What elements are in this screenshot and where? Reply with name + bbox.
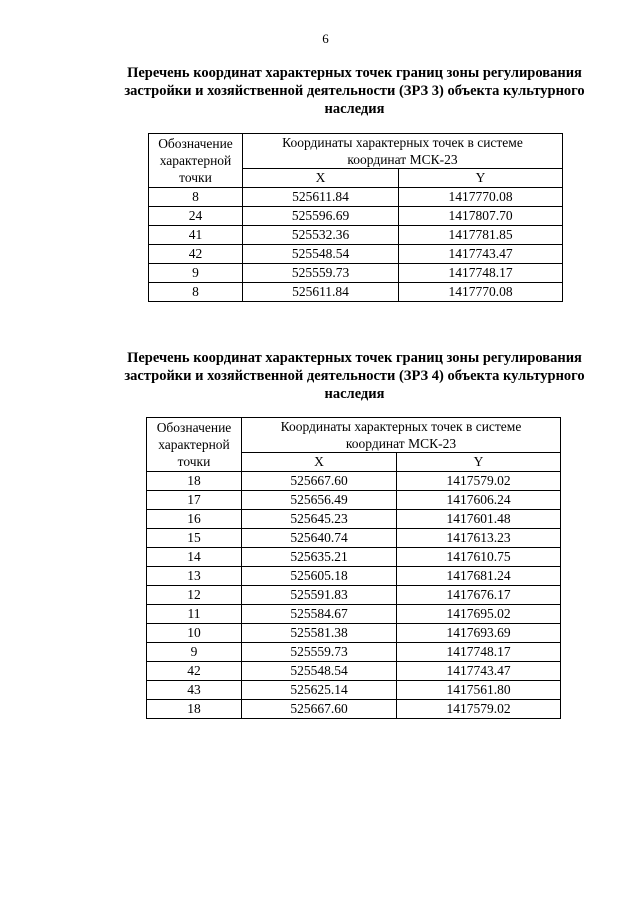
table-row [147,472,561,491]
point-cell: 15 [147,529,242,548]
point-cell: 43 [147,681,242,700]
table-row [147,586,561,605]
page-number: 6 [322,31,329,46]
header-x: X [242,453,397,472]
x-cell: 525611.84 [243,283,399,302]
table-row [147,548,561,567]
point-cell: 9 [147,643,242,662]
table-row [147,624,561,643]
point-cell: 17 [147,491,242,510]
header-point-name [147,418,242,472]
y-cell: 1417748.17 [399,264,563,283]
y-cell: 1417681.24 [397,567,561,586]
x-cell: 525559.73 [242,643,397,662]
header-text-line: точки [177,454,211,469]
point-cell: 8 [149,283,243,302]
header-text-line: Обозначение [158,136,233,151]
y-cell: 1417743.47 [397,662,561,681]
y-cell: 1417770.08 [399,188,563,207]
point-cell: 10 [147,624,242,643]
y-cell: 1417748.17 [397,643,561,662]
y-cell: 1417610.75 [397,548,561,567]
table-row [147,643,561,662]
x-cell: 525591.83 [242,586,397,605]
title-line: Перечень координат характерных точек границ зоны регулирования [127,350,582,366]
x-cell: 525625.14 [242,681,397,700]
y-cell: 1417606.24 [397,491,561,510]
header-x: X [243,169,399,188]
point-cell: 12 [147,586,242,605]
x-cell: 525611.84 [243,188,399,207]
title-line: застройки и хозяйственной деятельности (ЗРЗ 4) объекта культурного [124,368,585,384]
table-row [147,567,561,586]
y-cell: 1417561.80 [397,681,561,700]
point-cell: 41 [149,226,243,245]
x-cell: 525667.60 [242,472,397,491]
x-cell: 525548.54 [243,245,399,264]
x-cell: 525596.69 [243,207,399,226]
x-cell: 525581.38 [242,624,397,643]
header-coordinates [243,134,563,169]
x-cell: 525548.54 [242,662,397,681]
x-cell: 525645.23 [242,510,397,529]
table-row [149,188,563,207]
header-text-line: координат МСК-23 [345,436,457,451]
y-cell: 1417676.17 [397,586,561,605]
y-cell: 1417743.47 [399,245,563,264]
point-cell: 8 [149,188,243,207]
header-y: Y [397,453,561,472]
table-row [147,700,561,719]
point-cell: 42 [147,662,242,681]
section-title-zrz3 [100,64,609,118]
point-cell: 14 [147,548,242,567]
header-text-line: Координаты характерных точек в системе [280,419,522,434]
header-text-line: координат МСК-23 [347,152,458,167]
header-y: Y [399,169,563,188]
point-cell: 9 [149,264,243,283]
header-text-line: Обозначение [156,420,232,435]
title-line: Перечень координат характерных точек границ зоны регулирования [127,65,582,81]
title-line: наследия [324,101,385,117]
table-row [149,226,563,245]
table-row [147,681,561,700]
y-cell: 1417807.70 [399,207,563,226]
x-cell: 525605.18 [242,567,397,586]
x-cell: 525584.67 [242,605,397,624]
point-cell: 18 [147,700,242,719]
title-line: наследия [324,386,385,402]
x-cell: 525532.36 [243,226,399,245]
table-row [149,245,563,264]
y-cell: 1417770.08 [399,283,563,302]
x-cell: 525667.60 [242,700,397,719]
header-text-line: характерной [159,153,232,168]
table-row [149,264,563,283]
y-cell: 1417601.48 [397,510,561,529]
title-line: застройки и хозяйственной деятельности (ЗРЗ 3) объекта культурного [124,83,585,99]
x-cell: 525640.74 [242,529,397,548]
x-cell: 525656.49 [242,491,397,510]
y-cell: 1417613.23 [397,529,561,548]
point-cell: 13 [147,567,242,586]
point-cell: 16 [147,510,242,529]
point-cell: 11 [147,605,242,624]
y-cell: 1417693.69 [397,624,561,643]
table-row [147,529,561,548]
table-row [147,662,561,681]
y-cell: 1417579.02 [397,700,561,719]
x-cell: 525635.21 [242,548,397,567]
header-coordinates [242,418,561,453]
y-cell: 1417579.02 [397,472,561,491]
coordinates-table-zrz4 [146,417,561,719]
table-row [147,510,561,529]
table-row [147,491,561,510]
table-row [149,207,563,226]
point-cell: 42 [149,245,243,264]
point-cell: 24 [149,207,243,226]
header-text-line: точки [179,170,212,185]
coordinates-table-zrz3 [148,133,563,302]
x-cell: 525559.73 [243,264,399,283]
table-row [149,283,563,302]
y-cell: 1417781.85 [399,226,563,245]
point-cell: 18 [147,472,242,491]
header-point-name [149,134,243,188]
header-text-line: Координаты характерных точек в системе [282,135,523,150]
table-row [147,605,561,624]
header-text-line: характерной [158,437,230,452]
y-cell: 1417695.02 [397,605,561,624]
section-title-zrz4 [100,349,609,403]
